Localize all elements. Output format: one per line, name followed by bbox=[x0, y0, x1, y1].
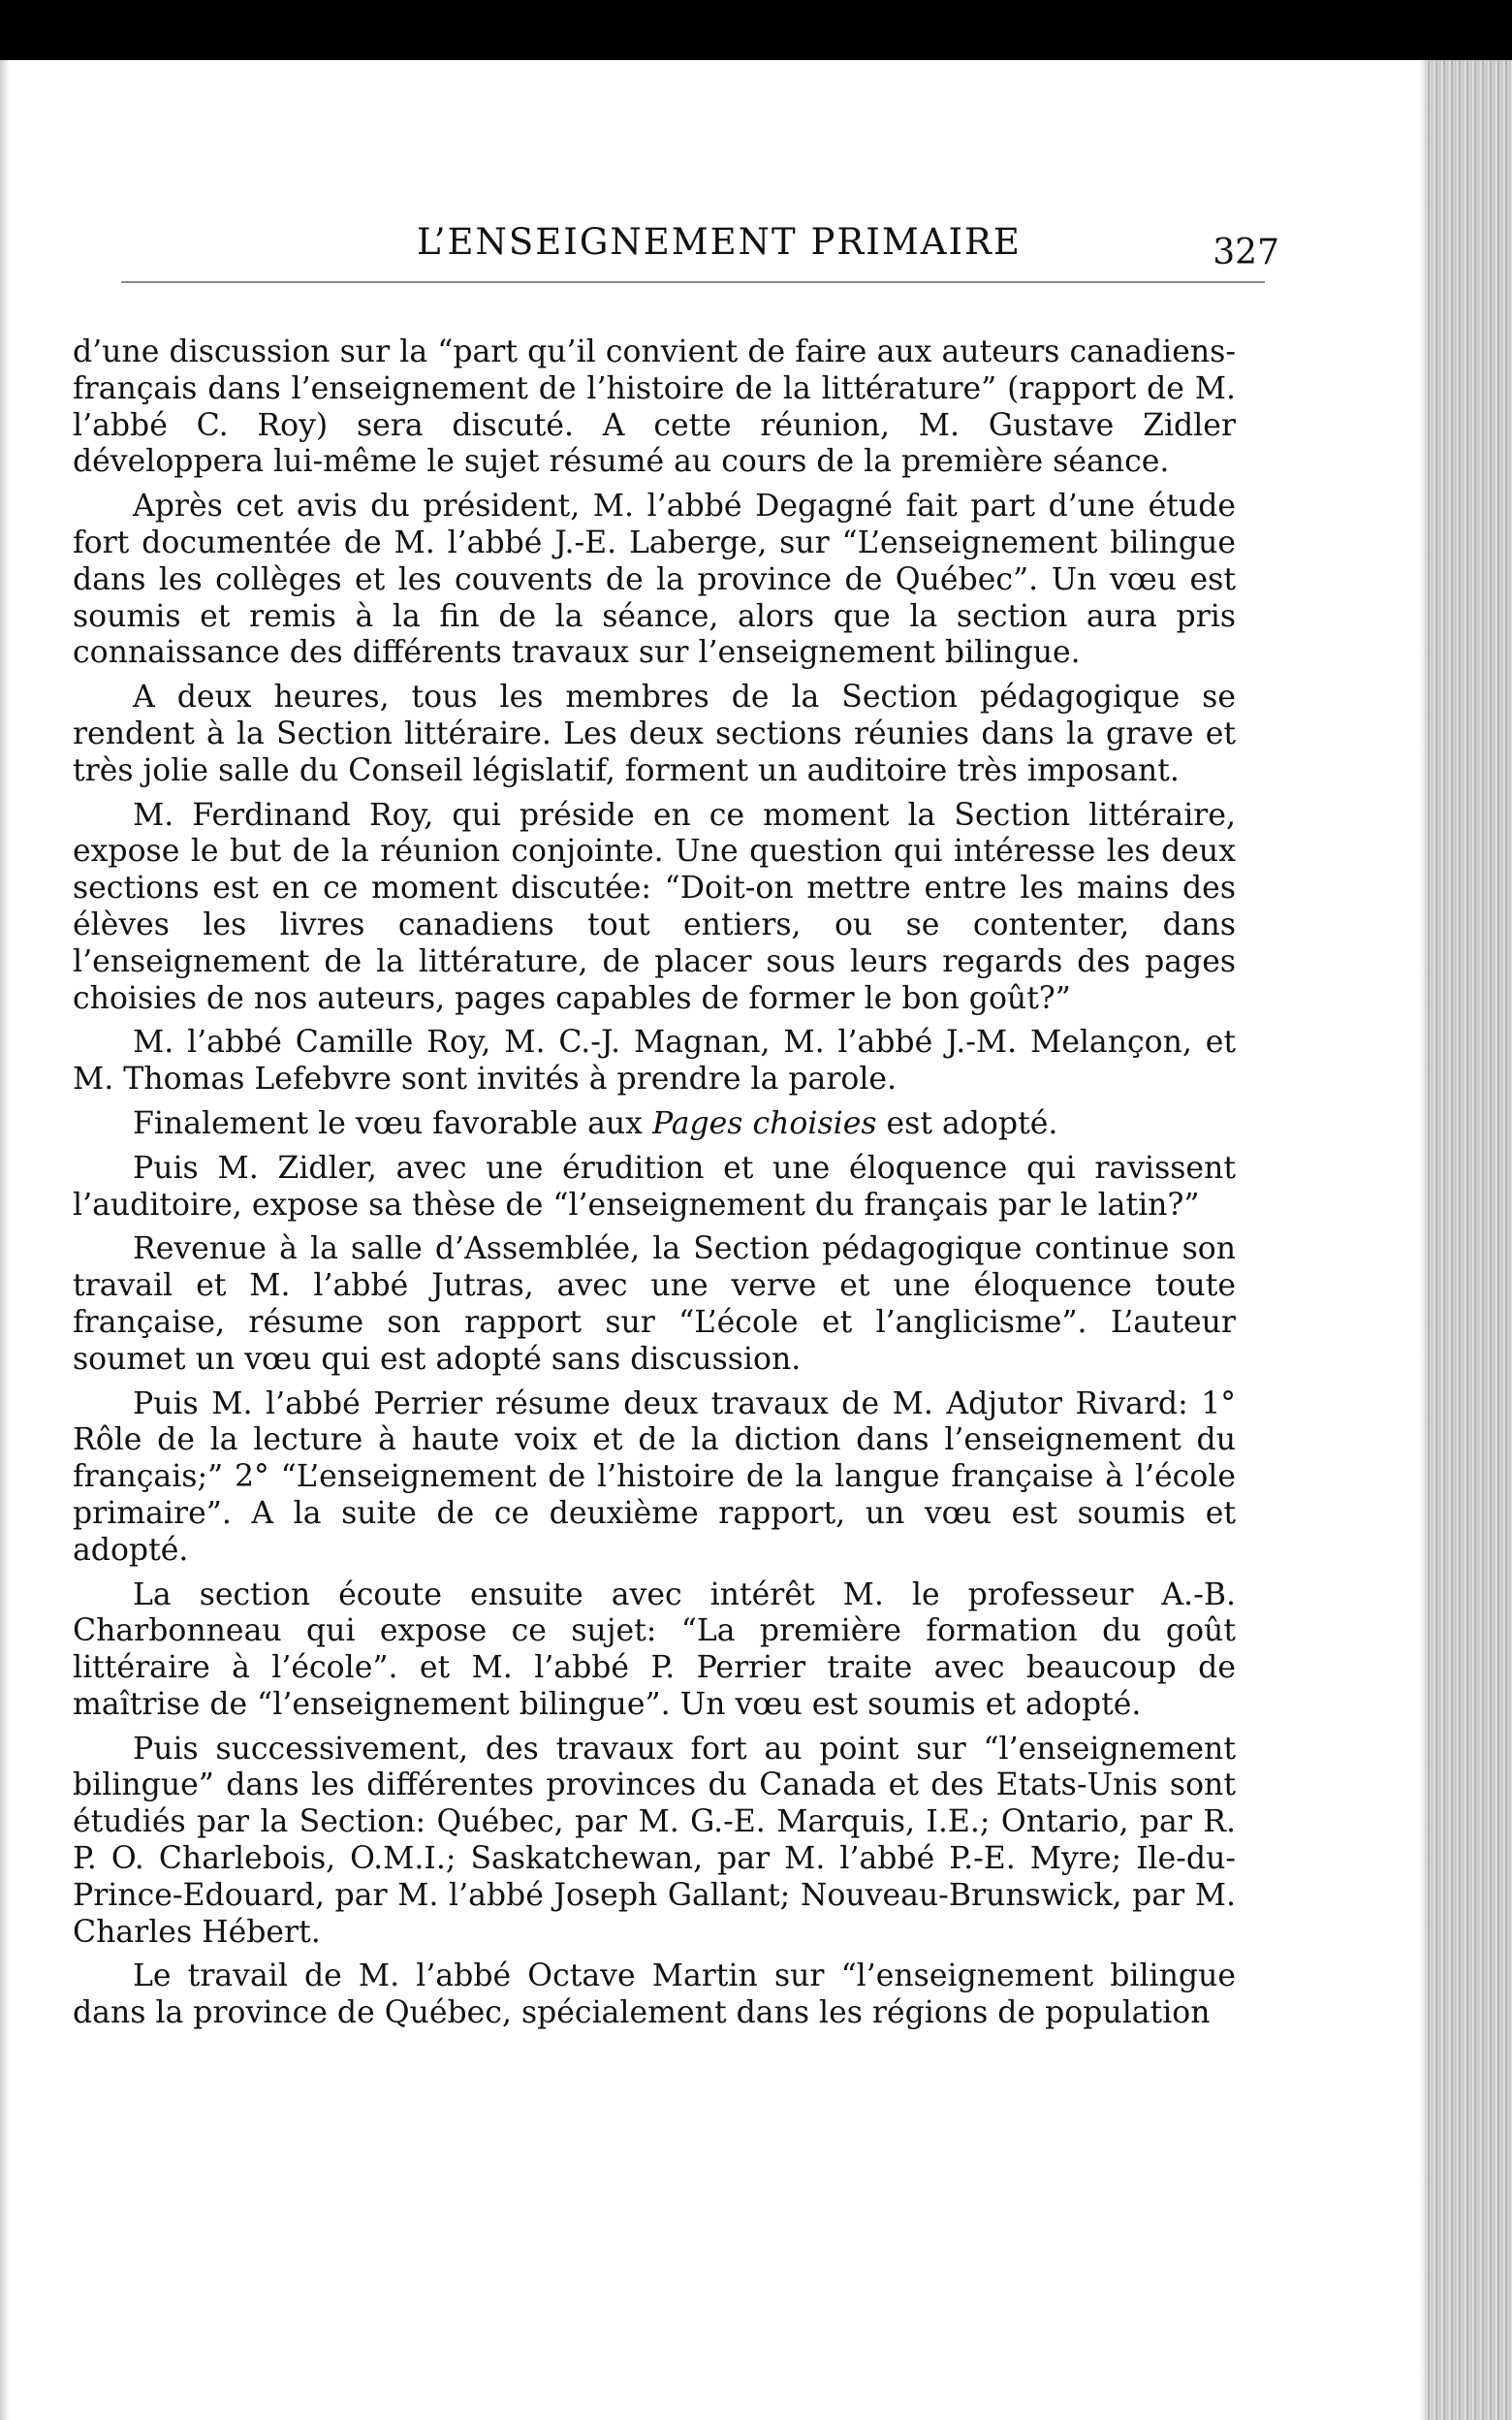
paragraph-6-text-before: Finalement le vœu favorable aux bbox=[133, 1105, 652, 1141]
paragraph-11: Puis successivement, des travaux fort au point sur “l’enseignement bilingue” dans les différentes provinces du Canada et des Etats-Unis sont étudiés par la Section: Québec, par M. G.-E. Marquis, I.E.; Ontario, par R. P. O. Charlebois, O.M.I.; Saskatchewan, par M. l’abbé P.-E. Myre; Ile-du-Prince-Edouard, par M. l’abbé Joseph Gallant; Nouveau-Brunswick, par M. Charles Hébert. bbox=[73, 1731, 1236, 1950]
paragraph-10: La section écoute ensuite avec intérêt M. le professeur A.-B. Charbonneau qui expose ce sujet: “La première formation du goût littéraire à l’école”. et M. l’abbé P. Perrier traite avec beaucoup de maîtrise de “l’enseignement bilingue”. Un vœu est soumis et adopté. bbox=[73, 1576, 1236, 1722]
running-title: L’ENSEIGNEMENT PRIMAIRE bbox=[417, 221, 1022, 263]
paragraph-5: M. l’abbé Camille Roy, M. C.-J. Magnan, M. l’abbé J.-M. Melançon, et M. Thomas Lefebvre sont invités à prendre la parole. bbox=[73, 1025, 1236, 1098]
paragraph-7: Puis M. Zidler, avec une érudition et une éloquence qui ravissent l’auditoire, expose sa thèse de “l’enseignement du français par le latin?” bbox=[73, 1150, 1236, 1223]
page-left-shadow bbox=[0, 60, 10, 2420]
paragraph-4: M. Ferdinand Roy, qui préside en ce moment la Section littéraire, expose le but de la réunion conjointe. Une question qui intéresse les deux sections est en ce moment discutée: “Doit-on mettre entre les mains des élèves les livres canadiens tout entiers, ou se contenter, dans l’enseignement de la littérature, de placer sous leurs regards des pages choisies de nos auteurs, pages capables de former le bon goût?” bbox=[73, 797, 1236, 1016]
paragraph-12: Le travail de M. l’abbé Octave Martin sur “l’enseignement bilingue dans la province de Québec, spécialement dans les régions de population bbox=[73, 1958, 1236, 2031]
page-header bbox=[78, 211, 1279, 270]
page-number: 327 bbox=[1213, 233, 1279, 272]
paragraph-6-italic-title: Pages choisies bbox=[651, 1105, 877, 1141]
paragraph-6-text-after: est adopté. bbox=[876, 1105, 1058, 1141]
paragraph-3: A deux heures, tous les membres de la Section pédagogique se rendent à la Section littéraire. Les deux sections réunies dans la grave et très jolie salle du Conseil législatif, forment un auditoire très imposant. bbox=[73, 680, 1236, 788]
paragraph-1: d’une discussion sur la “part qu’il convient de faire aux auteurs canadiens-français dans l’enseignement de l’histoire de la littérature” (rapport de M. l’abbé C. Roy) sera discuté. A cette réunion, M. Gustave Zidler développera lui-même le sujet résumé au cours de la première séance. bbox=[73, 334, 1236, 480]
book-page-edges bbox=[1425, 60, 1512, 2420]
scan-top-border bbox=[0, 0, 1512, 60]
paragraph-8: Revenue à la salle d’Assemblée, la Section pédagogique continue son travail et M. l’abbé Jutras, avec une verve et une éloquence toute française, résume son rapport sur “L’école et l’anglicisme”. L’auteur soumet un vœu qui est adopté sans discussion. bbox=[73, 1231, 1236, 1377]
body-text bbox=[73, 334, 1236, 2040]
header-rule bbox=[121, 281, 1265, 283]
paragraph-2: Après cet avis du président, M. l’abbé Degagné fait part d’une étude fort documentée de M. l’abbé J.-E. Laberge, sur “L’enseignement bilingue dans les collèges et les couvents de la province de Québec”. Un vœu est soumis et remis à la fin de la séance, alors que la section aura pris connaissance des différents travaux sur l’enseignement bilingue. bbox=[73, 489, 1236, 671]
paragraph-6 bbox=[73, 1106, 1236, 1143]
paragraph-9: Puis M. l’abbé Perrier résume deux travaux de M. Adjutor Rivard: 1° Rôle de la lecture à haute voix et de la diction dans l’enseignement du français;” 2° “L’enseignement de l’histoire de la langue française à l’école primaire”. A la suite de ce deuxième rapport, un vœu est soumis et adopté. bbox=[73, 1385, 1236, 1568]
